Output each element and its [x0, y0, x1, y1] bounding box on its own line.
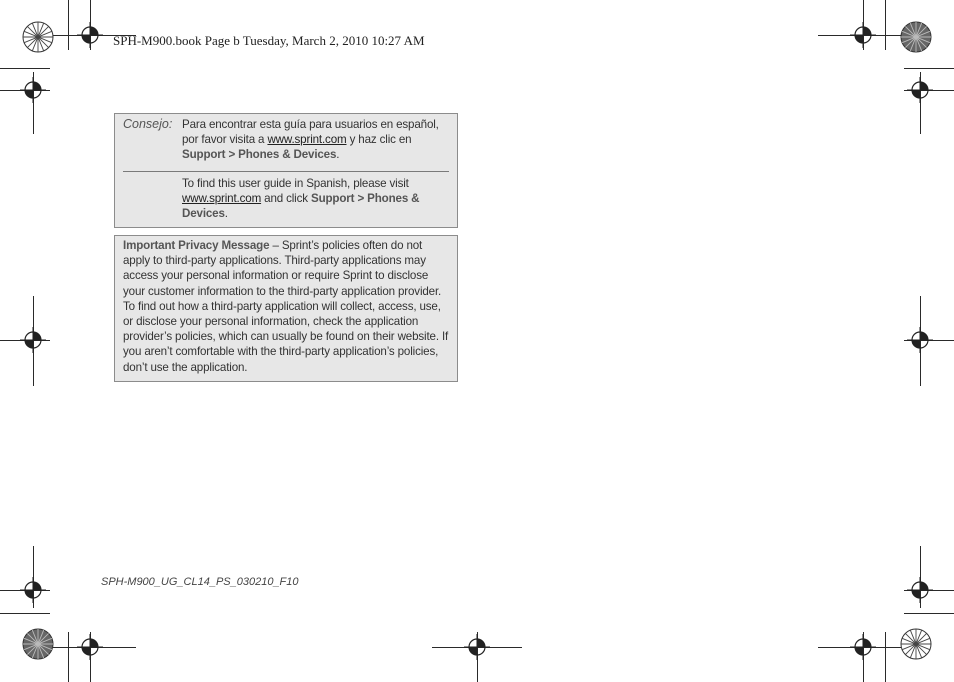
- crop-mark-line: [904, 613, 954, 614]
- crop-mark-line: [68, 632, 69, 682]
- registration-target-icon: [20, 77, 46, 103]
- registration-target-icon: [77, 22, 103, 48]
- tip-english-intro: To find this user guide in Spanish, please visit: [182, 177, 409, 190]
- star-target-icon: [900, 21, 932, 53]
- menu-path-phones: Phones & Devices: [182, 192, 420, 221]
- menu-path-separator: >: [354, 192, 368, 206]
- registration-target-icon: [20, 577, 46, 603]
- tip-spanish-end: .: [336, 148, 340, 162]
- tip-label: Consejo:: [123, 117, 173, 131]
- crop-mark-line: [904, 68, 954, 69]
- registration-target-icon: [850, 634, 876, 660]
- star-target-icon: [22, 628, 54, 660]
- registration-target-icon: [20, 327, 46, 353]
- crop-mark-line: [0, 613, 50, 614]
- tip-spanish-middle: y haz clic en: [346, 133, 412, 147]
- tip-english-end: .: [224, 207, 228, 221]
- crop-mark-line: [885, 632, 886, 682]
- tip-box: [114, 113, 458, 228]
- registration-target-icon: [907, 77, 933, 103]
- registration-target-icon: [907, 577, 933, 603]
- star-target-icon: [22, 21, 54, 53]
- registration-target-icon: [907, 327, 933, 353]
- star-target-icon: [900, 628, 932, 660]
- sprint-link[interactable]: www.sprint.com: [267, 133, 347, 147]
- crop-mark-line: [0, 68, 50, 69]
- menu-path-support: Support: [182, 148, 226, 162]
- tip-english-text: [182, 176, 444, 222]
- registration-target-icon: [464, 634, 490, 660]
- privacy-body: – Sprint’s policies often do not apply to third-party applications. Third-party applications may access your personal information or require Sprint to disclose your customer information to the third-party application provider. To find out how a third-party application will collect, access, use, or disclose your personal information, check the application provider’s policies, which can usually be found on their website. If you aren’t comfortable with the third-party application’s policies, don’t use the application.: [123, 239, 449, 374]
- tip-english-middle: and click: [261, 192, 311, 206]
- tip-divider: [123, 171, 449, 172]
- privacy-text: [123, 238, 451, 375]
- tip-spanish-text: [182, 117, 454, 163]
- crop-mark-line: [68, 0, 69, 50]
- crop-mark-line: [885, 0, 886, 50]
- registration-target-icon: [850, 22, 876, 48]
- tip-spanish-intro: Para encontrar esta guía para usuarios en español, por favor visita a: [182, 118, 439, 147]
- registration-target-icon: [77, 634, 103, 660]
- print-header: SPH-M900.book Page b Tuesday, March 2, 2010 10:27 AM: [113, 33, 425, 48]
- menu-path-support: Support: [310, 192, 355, 206]
- privacy-box: [114, 235, 458, 382]
- menu-path-phones: Phones & Devices: [238, 148, 337, 162]
- sprint-link[interactable]: www.sprint.com: [182, 192, 262, 206]
- privacy-title: Important Privacy Message: [123, 239, 270, 252]
- document-code: SPH-M900_UG_CL14_PS_030210_F10: [101, 576, 299, 588]
- menu-path-separator: >: [225, 148, 239, 162]
